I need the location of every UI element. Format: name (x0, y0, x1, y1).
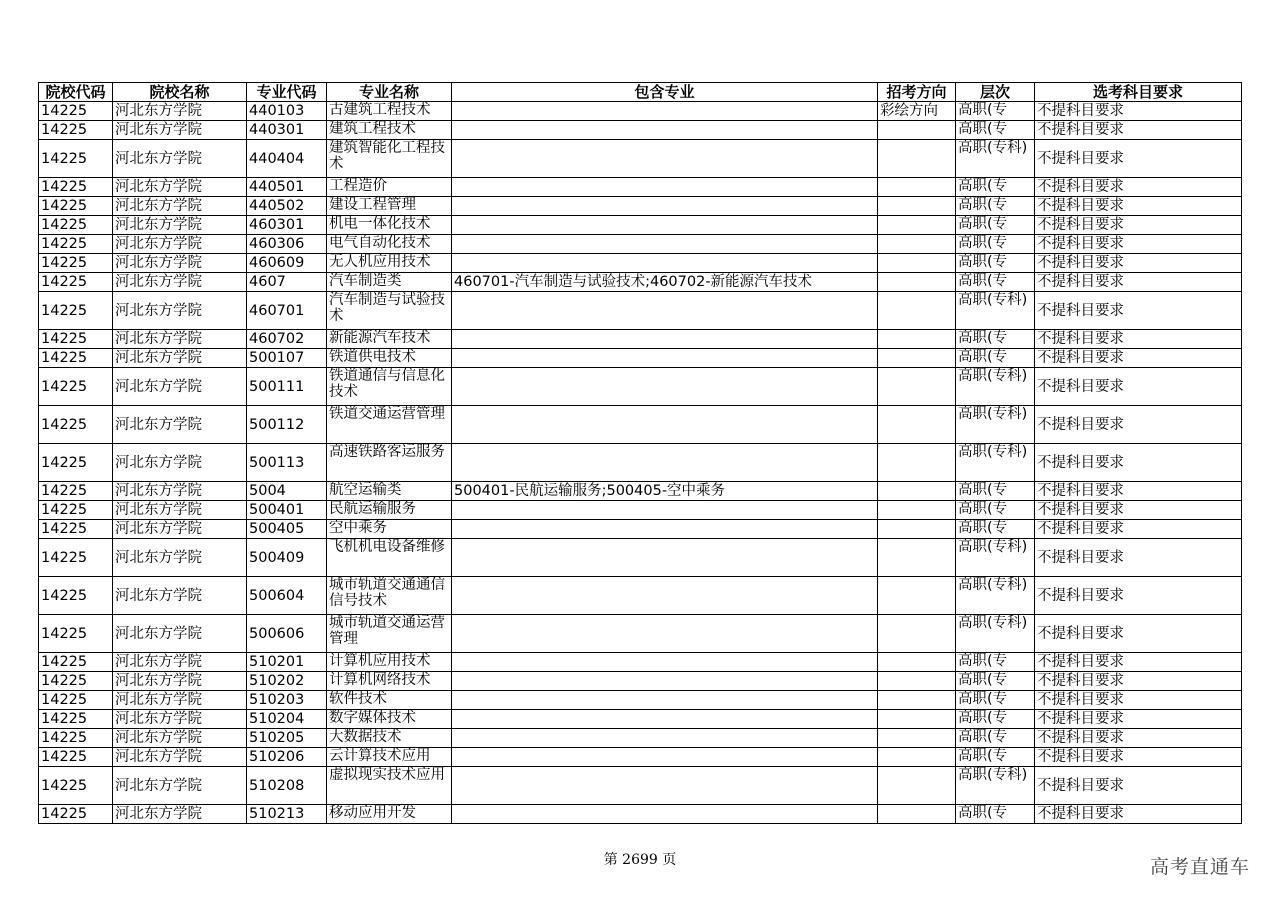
cell-school-code: 14225 (39, 748, 113, 767)
cell-school-name: 河北东方学院 (113, 501, 247, 520)
cell-school-name: 河北东方学院 (113, 539, 247, 577)
table-row (39, 805, 1242, 824)
cell-requirement: 不提科目要求 (1035, 520, 1242, 539)
cell-direction (878, 615, 956, 653)
cell-requirement: 不提科目要求 (1035, 235, 1242, 254)
cell-school-name: 河北东方学院 (113, 102, 247, 121)
cell-major-code: 510202 (247, 672, 327, 691)
cell-direction (878, 121, 956, 140)
cell-direction: 彩绘方向 (878, 102, 956, 121)
table-row (39, 197, 1242, 216)
cell-included-majors (452, 197, 878, 216)
cell-major-name: 移动应用开发 (327, 805, 452, 824)
cell-level: 高职(专 (956, 501, 1035, 520)
cell-school-name: 河北东方学院 (113, 254, 247, 273)
cell-major-code: 440404 (247, 140, 327, 178)
cell-direction (878, 292, 956, 330)
cell-school-code: 14225 (39, 729, 113, 748)
cell-direction (878, 368, 956, 406)
cell-school-name: 河北东方学院 (113, 691, 247, 710)
watermark-logo: 高考直通车 (1149, 856, 1250, 878)
cell-included-majors (452, 691, 878, 710)
cell-school-code: 14225 (39, 539, 113, 577)
table-header-row (39, 83, 1242, 102)
header-included-majors: 包含专业 (452, 83, 878, 102)
cell-major-name: 计算机应用技术 (327, 653, 452, 672)
cell-major-code: 510205 (247, 729, 327, 748)
cell-requirement: 不提科目要求 (1035, 349, 1242, 368)
cell-requirement: 不提科目要求 (1035, 216, 1242, 235)
cell-level: 高职(专 (956, 653, 1035, 672)
cell-direction (878, 254, 956, 273)
table-row (39, 292, 1242, 330)
cell-level: 高职(专 (956, 197, 1035, 216)
cell-major-code: 500606 (247, 615, 327, 653)
cell-level: 高职(专 (956, 178, 1035, 197)
cell-included-majors (452, 216, 878, 235)
cell-included-majors (452, 121, 878, 140)
cell-major-code: 500409 (247, 539, 327, 577)
cell-school-name: 河北东方学院 (113, 178, 247, 197)
cell-major-code: 5004 (247, 482, 327, 501)
cell-included-majors (452, 748, 878, 767)
table-row (39, 406, 1242, 444)
cell-school-code: 14225 (39, 672, 113, 691)
cell-school-name: 河北东方学院 (113, 482, 247, 501)
cell-level: 高职(专 (956, 672, 1035, 691)
cell-requirement: 不提科目要求 (1035, 672, 1242, 691)
cell-level: 高职(专科) (956, 140, 1035, 178)
cell-school-name: 河北东方学院 (113, 577, 247, 615)
cell-direction (878, 482, 956, 501)
cell-major-code: 440502 (247, 197, 327, 216)
cell-requirement: 不提科目要求 (1035, 615, 1242, 653)
cell-requirement: 不提科目要求 (1035, 444, 1242, 482)
cell-school-name: 河北东方学院 (113, 273, 247, 292)
cell-school-code: 14225 (39, 197, 113, 216)
enrollment-table (38, 82, 1242, 824)
cell-major-name: 建设工程管理 (327, 197, 452, 216)
cell-direction (878, 767, 956, 805)
cell-direction (878, 577, 956, 615)
cell-included-majors: 500401-民航运输服务;500405-空中乘务 (452, 482, 878, 501)
cell-level: 高职(专 (956, 235, 1035, 254)
cell-school-code: 14225 (39, 691, 113, 710)
cell-direction (878, 501, 956, 520)
cell-level: 高职(专 (956, 330, 1035, 349)
cell-major-name: 计算机网络技术 (327, 672, 452, 691)
cell-direction (878, 349, 956, 368)
table-row (39, 235, 1242, 254)
cell-included-majors (452, 330, 878, 349)
cell-school-code: 14225 (39, 235, 113, 254)
table-row (39, 330, 1242, 349)
table-row (39, 368, 1242, 406)
cell-requirement: 不提科目要求 (1035, 102, 1242, 121)
cell-level: 高职(专 (956, 520, 1035, 539)
cell-school-name: 河北东方学院 (113, 710, 247, 729)
cell-school-name: 河北东方学院 (113, 330, 247, 349)
cell-direction (878, 672, 956, 691)
cell-requirement: 不提科目要求 (1035, 482, 1242, 501)
cell-direction (878, 273, 956, 292)
cell-school-name: 河北东方学院 (113, 140, 247, 178)
cell-school-name: 河北东方学院 (113, 805, 247, 824)
cell-included-majors (452, 102, 878, 121)
cell-included-majors (452, 710, 878, 729)
cell-major-name: 大数据技术 (327, 729, 452, 748)
cell-included-majors (452, 254, 878, 273)
cell-major-code: 460301 (247, 216, 327, 235)
cell-level: 高职(专 (956, 710, 1035, 729)
cell-school-name: 河北东方学院 (113, 748, 247, 767)
page-number: 第 2699 页 (603, 852, 677, 868)
cell-major-code: 500113 (247, 444, 327, 482)
cell-level: 高职(专科) (956, 368, 1035, 406)
cell-direction (878, 520, 956, 539)
cell-school-name: 河北东方学院 (113, 406, 247, 444)
header-school-code: 院校代码 (39, 83, 113, 102)
cell-requirement: 不提科目要求 (1035, 368, 1242, 406)
cell-included-majors (452, 501, 878, 520)
cell-major-name: 航空运输类 (327, 482, 452, 501)
cell-requirement: 不提科目要求 (1035, 539, 1242, 577)
cell-major-code: 4607 (247, 273, 327, 292)
cell-school-name: 河北东方学院 (113, 235, 247, 254)
cell-school-code: 14225 (39, 444, 113, 482)
cell-included-majors (452, 520, 878, 539)
cell-direction (878, 216, 956, 235)
cell-school-name: 河北东方学院 (113, 349, 247, 368)
table-row (39, 444, 1242, 482)
cell-requirement: 不提科目要求 (1035, 406, 1242, 444)
cell-school-name: 河北东方学院 (113, 292, 247, 330)
cell-major-name: 汽车制造类 (327, 273, 452, 292)
cell-included-majors (452, 178, 878, 197)
cell-school-code: 14225 (39, 767, 113, 805)
cell-requirement: 不提科目要求 (1035, 653, 1242, 672)
cell-major-code: 460609 (247, 254, 327, 273)
table-row (39, 501, 1242, 520)
table-row (39, 539, 1242, 577)
table-row (39, 140, 1242, 178)
cell-major-name: 虚拟现实技术应用 (327, 767, 452, 805)
cell-level: 高职(专 (956, 482, 1035, 501)
cell-major-code: 500604 (247, 577, 327, 615)
table-row (39, 672, 1242, 691)
cell-requirement: 不提科目要求 (1035, 501, 1242, 520)
cell-included-majors (452, 444, 878, 482)
cell-direction (878, 710, 956, 729)
cell-direction (878, 178, 956, 197)
cell-school-name: 河北东方学院 (113, 520, 247, 539)
cell-level: 高职(专 (956, 748, 1035, 767)
table-row (39, 691, 1242, 710)
cell-level: 高职(专 (956, 729, 1035, 748)
cell-major-code: 440103 (247, 102, 327, 121)
cell-included-majors (452, 615, 878, 653)
cell-school-code: 14225 (39, 330, 113, 349)
cell-direction (878, 653, 956, 672)
cell-school-code: 14225 (39, 254, 113, 273)
cell-level: 高职(专科) (956, 406, 1035, 444)
cell-school-code: 14225 (39, 577, 113, 615)
table-row (39, 577, 1242, 615)
cell-major-code: 460702 (247, 330, 327, 349)
cell-school-code: 14225 (39, 406, 113, 444)
cell-major-code: 510208 (247, 767, 327, 805)
cell-major-name: 飞机机电设备维修 (327, 539, 452, 577)
cell-requirement: 不提科目要求 (1035, 330, 1242, 349)
cell-included-majors (452, 539, 878, 577)
cell-school-code: 14225 (39, 121, 113, 140)
cell-school-name: 河北东方学院 (113, 615, 247, 653)
cell-major-name: 机电一体化技术 (327, 216, 452, 235)
cell-major-name: 古建筑工程技术 (327, 102, 452, 121)
cell-included-majors (452, 140, 878, 178)
cell-direction (878, 805, 956, 824)
cell-requirement: 不提科目要求 (1035, 197, 1242, 216)
cell-school-name: 河北东方学院 (113, 444, 247, 482)
cell-requirement: 不提科目要求 (1035, 140, 1242, 178)
cell-included-majors (452, 672, 878, 691)
cell-major-name: 民航运输服务 (327, 501, 452, 520)
cell-major-name: 工程造价 (327, 178, 452, 197)
cell-school-name: 河北东方学院 (113, 653, 247, 672)
cell-major-code: 460701 (247, 292, 327, 330)
cell-level: 高职(专 (956, 691, 1035, 710)
table-row (39, 615, 1242, 653)
cell-requirement: 不提科目要求 (1035, 273, 1242, 292)
cell-school-code: 14225 (39, 349, 113, 368)
cell-requirement: 不提科目要求 (1035, 805, 1242, 824)
cell-school-code: 14225 (39, 710, 113, 729)
table-row (39, 216, 1242, 235)
cell-included-majors (452, 767, 878, 805)
cell-level: 高职(专 (956, 216, 1035, 235)
cell-school-code: 14225 (39, 273, 113, 292)
table-row (39, 767, 1242, 805)
cell-level: 高职(专 (956, 349, 1035, 368)
cell-level: 高职(专科) (956, 615, 1035, 653)
table-row (39, 653, 1242, 672)
cell-included-majors (452, 653, 878, 672)
cell-requirement: 不提科目要求 (1035, 254, 1242, 273)
cell-included-majors (452, 368, 878, 406)
cell-school-code: 14225 (39, 520, 113, 539)
header-requirement: 选考科目要求 (1035, 83, 1242, 102)
header-direction: 招考方向 (878, 83, 956, 102)
cell-major-name: 新能源汽车技术 (327, 330, 452, 349)
cell-included-majors (452, 577, 878, 615)
cell-level: 高职(专科) (956, 767, 1035, 805)
cell-included-majors (452, 349, 878, 368)
cell-school-name: 河北东方学院 (113, 216, 247, 235)
cell-school-name: 河北东方学院 (113, 767, 247, 805)
cell-requirement: 不提科目要求 (1035, 178, 1242, 197)
cell-major-name: 城市轨道交通运营管理 (327, 615, 452, 653)
cell-level: 高职(专 (956, 121, 1035, 140)
cell-included-majors (452, 292, 878, 330)
cell-direction (878, 197, 956, 216)
cell-requirement: 不提科目要求 (1035, 691, 1242, 710)
cell-major-code: 510201 (247, 653, 327, 672)
cell-major-name: 数字媒体技术 (327, 710, 452, 729)
cell-major-name: 云计算技术应用 (327, 748, 452, 767)
cell-major-code: 460306 (247, 235, 327, 254)
cell-included-majors: 460701-汽车制造与试验技术;460702-新能源汽车技术 (452, 273, 878, 292)
cell-direction (878, 140, 956, 178)
cell-major-name: 城市轨道交通通信信号技术 (327, 577, 452, 615)
cell-school-code: 14225 (39, 216, 113, 235)
cell-school-name: 河北东方学院 (113, 121, 247, 140)
cell-major-code: 500405 (247, 520, 327, 539)
header-level: 层次 (956, 83, 1035, 102)
cell-requirement: 不提科目要求 (1035, 710, 1242, 729)
cell-school-name: 河北东方学院 (113, 729, 247, 748)
cell-major-name: 建筑工程技术 (327, 121, 452, 140)
header-major-name: 专业名称 (327, 83, 452, 102)
header-major-code: 专业代码 (247, 83, 327, 102)
cell-direction (878, 748, 956, 767)
cell-major-name: 铁道交通运营管理 (327, 406, 452, 444)
cell-major-name: 无人机应用技术 (327, 254, 452, 273)
table-row (39, 729, 1242, 748)
cell-level: 高职(专科) (956, 577, 1035, 615)
cell-direction (878, 235, 956, 254)
cell-level: 高职(专 (956, 805, 1035, 824)
cell-requirement: 不提科目要求 (1035, 729, 1242, 748)
cell-major-name: 建筑智能化工程技术 (327, 140, 452, 178)
cell-direction (878, 691, 956, 710)
cell-included-majors (452, 406, 878, 444)
cell-level: 高职(专 (956, 254, 1035, 273)
cell-major-code: 500401 (247, 501, 327, 520)
cell-direction (878, 330, 956, 349)
cell-direction (878, 444, 956, 482)
cell-requirement: 不提科目要求 (1035, 292, 1242, 330)
cell-major-code: 510206 (247, 748, 327, 767)
cell-major-code: 500112 (247, 406, 327, 444)
table-row (39, 349, 1242, 368)
cell-major-code: 440301 (247, 121, 327, 140)
cell-requirement: 不提科目要求 (1035, 577, 1242, 615)
cell-level: 高职(专科) (956, 539, 1035, 577)
cell-school-code: 14225 (39, 501, 113, 520)
cell-school-code: 14225 (39, 805, 113, 824)
table-row (39, 273, 1242, 292)
cell-major-name: 铁道供电技术 (327, 349, 452, 368)
cell-school-code: 14225 (39, 102, 113, 121)
cell-school-name: 河北东方学院 (113, 368, 247, 406)
cell-direction (878, 729, 956, 748)
cell-school-name: 河北东方学院 (113, 672, 247, 691)
table-row (39, 254, 1242, 273)
cell-direction (878, 539, 956, 577)
cell-requirement: 不提科目要求 (1035, 767, 1242, 805)
table-row (39, 178, 1242, 197)
cell-level: 高职(专 (956, 102, 1035, 121)
cell-included-majors (452, 729, 878, 748)
table-row (39, 520, 1242, 539)
cell-major-name: 软件技术 (327, 691, 452, 710)
cell-major-name: 空中乘务 (327, 520, 452, 539)
cell-major-code: 500111 (247, 368, 327, 406)
table-row (39, 102, 1242, 121)
cell-major-code: 510204 (247, 710, 327, 729)
cell-level: 高职(专科) (956, 444, 1035, 482)
cell-major-name: 电气自动化技术 (327, 235, 452, 254)
cell-school-code: 14225 (39, 482, 113, 501)
cell-school-code: 14225 (39, 615, 113, 653)
cell-school-code: 14225 (39, 368, 113, 406)
cell-requirement: 不提科目要求 (1035, 748, 1242, 767)
cell-included-majors (452, 235, 878, 254)
cell-level: 高职(专科) (956, 292, 1035, 330)
cell-direction (878, 406, 956, 444)
cell-level: 高职(专 (956, 273, 1035, 292)
cell-school-code: 14225 (39, 653, 113, 672)
header-school-name: 院校名称 (113, 83, 247, 102)
cell-school-code: 14225 (39, 292, 113, 330)
cell-school-name: 河北东方学院 (113, 197, 247, 216)
cell-major-name: 高速铁路客运服务 (327, 444, 452, 482)
cell-major-name: 汽车制造与试验技术 (327, 292, 452, 330)
cell-included-majors (452, 805, 878, 824)
cell-major-code: 500107 (247, 349, 327, 368)
cell-major-code: 440501 (247, 178, 327, 197)
table-row (39, 748, 1242, 767)
cell-requirement: 不提科目要求 (1035, 121, 1242, 140)
table-row (39, 121, 1242, 140)
cell-major-name: 铁道通信与信息化技术 (327, 368, 452, 406)
cell-school-code: 14225 (39, 140, 113, 178)
cell-major-code: 510213 (247, 805, 327, 824)
cell-school-code: 14225 (39, 178, 113, 197)
table-row (39, 710, 1242, 729)
table-row (39, 482, 1242, 501)
cell-major-code: 510203 (247, 691, 327, 710)
